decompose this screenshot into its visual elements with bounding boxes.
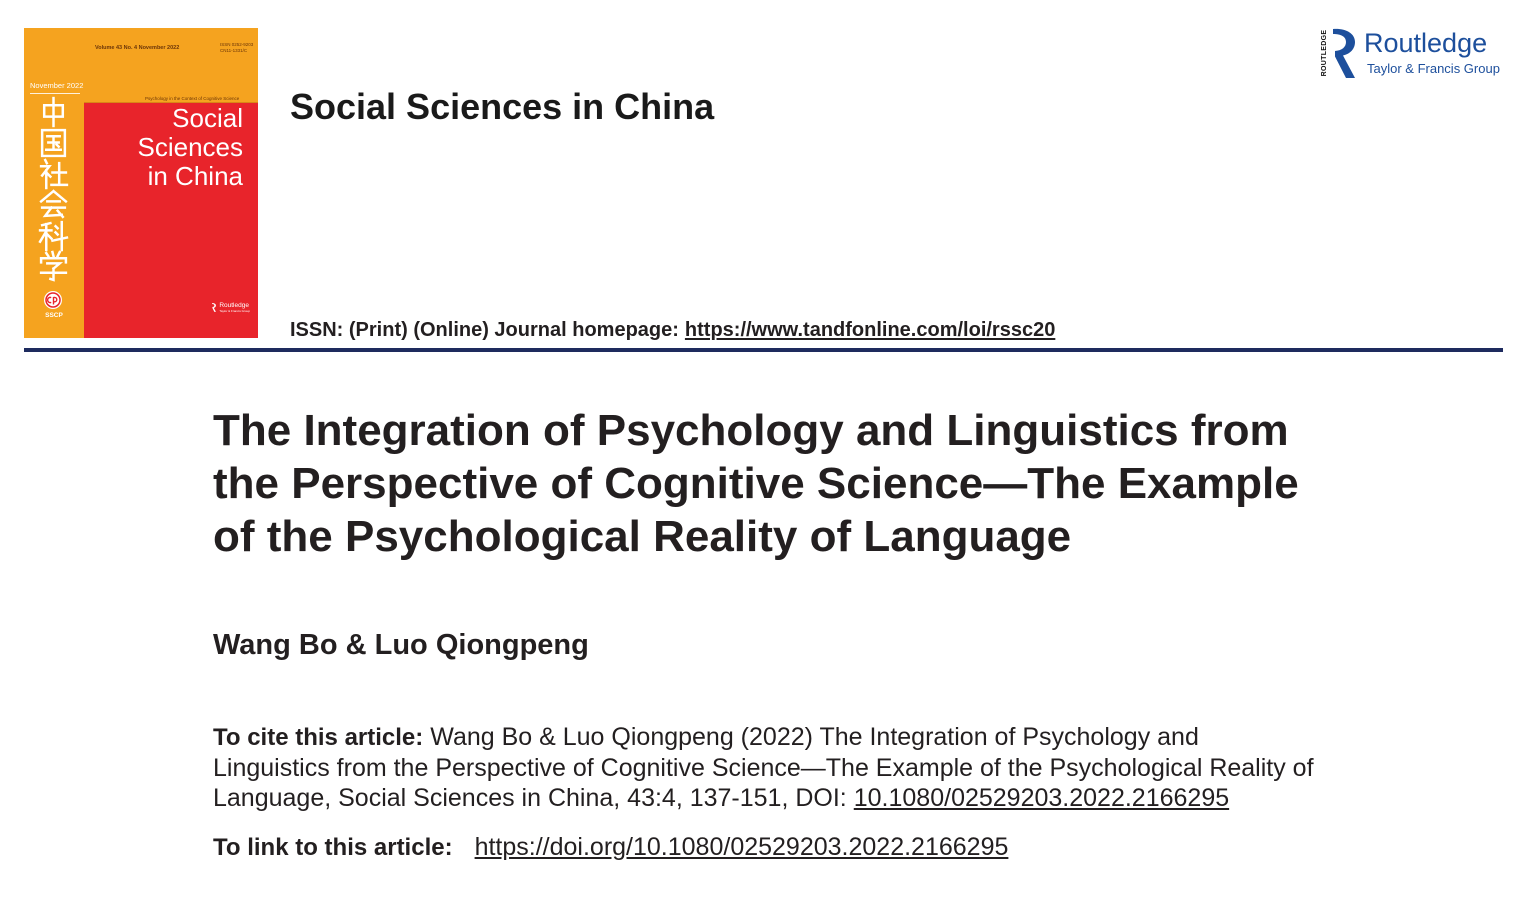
routledge-vertical-wordmark: ROUTLEDGE [1321,29,1328,77]
citation-line [213,753,1314,783]
journal-cover [24,28,258,338]
cover-title-line: Social [172,103,243,133]
cover-title-line: Sciences [137,132,243,162]
cover-title-line: in China [147,161,243,191]
citation-text: Language, Social Sciences in China, 43:4, 137-151, DOI: [213,784,847,812]
routledge-logo [1318,27,1508,81]
routledge-r-icon [211,303,217,312]
publisher-group: Taylor & Francis Group [1367,61,1500,76]
link-label: To link to this article: [213,834,453,861]
cover-issn-line: ISSN 0252-9203 [220,42,254,47]
cover-side-date: November 2022 [30,81,80,94]
header-divider [24,348,1503,352]
cover-volume-text: Volume 43 No. 4 November 2022 [95,45,180,51]
issn-homepage-line [290,318,1055,342]
doi-link[interactable]: 10.1080/02529203.2022.2166295 [853,784,1230,812]
cover-publisher-logo [211,302,250,313]
article-title-line: the Perspective of Cognitive Science—The Example [213,459,1299,508]
journal-title: Social Sciences in China [290,86,715,127]
cover-journal-title [138,104,244,191]
cover-top-band [84,28,258,103]
sscp-emblem-icon [43,290,63,310]
article-title-line: The Integration of Psychology and Linguistics from [213,406,1289,455]
cite-label: To cite this article: [213,724,424,751]
routledge-r-icon [1332,28,1356,79]
citation-line [213,783,1314,813]
cover-logo-name: Routledge [219,302,249,309]
journal-homepage-link[interactable]: https://www.tandfonline.com/loi/rssc20 [684,319,1056,341]
article-link-line [213,832,1008,863]
citation-text: Wang Bo & Luo Qiongpeng (2022) The Integration of Psychology and [430,723,1199,751]
issn-label: ISSN: (Print) (Online) Journal homepage: [290,319,679,341]
article-doi-url-link[interactable]: https://doi.org/10.1080/02529203.2022.2166295 [474,833,1009,861]
cover-issn-block [220,42,253,54]
article-title-line: of the Psychological Reality of Language [213,512,1072,561]
article-title [213,404,1299,563]
cover-logo-group: Taylor & Francis Group [219,309,250,313]
citation-line [213,722,1314,753]
publisher-name: Routledge [1364,28,1488,58]
cover-chinese-title-lettering [38,96,69,282]
citation-text: Linguistics from the Perspective of Cognitive Science—The Example of the Psychological Reality of [213,754,1314,782]
cover-theme-text: Psychology in the Context of Cognitive Science [145,96,240,101]
cover-logo-text [219,302,250,313]
cover-main-panel [84,103,258,338]
cover-side-strip [24,28,84,338]
cover-sscp-label: SSCP [45,312,63,319]
article-authors: Wang Bo & Luo Qiongpeng [213,629,589,661]
citation-block [213,722,1314,813]
cover-cn-line: CN11-1331/C [220,48,248,53]
